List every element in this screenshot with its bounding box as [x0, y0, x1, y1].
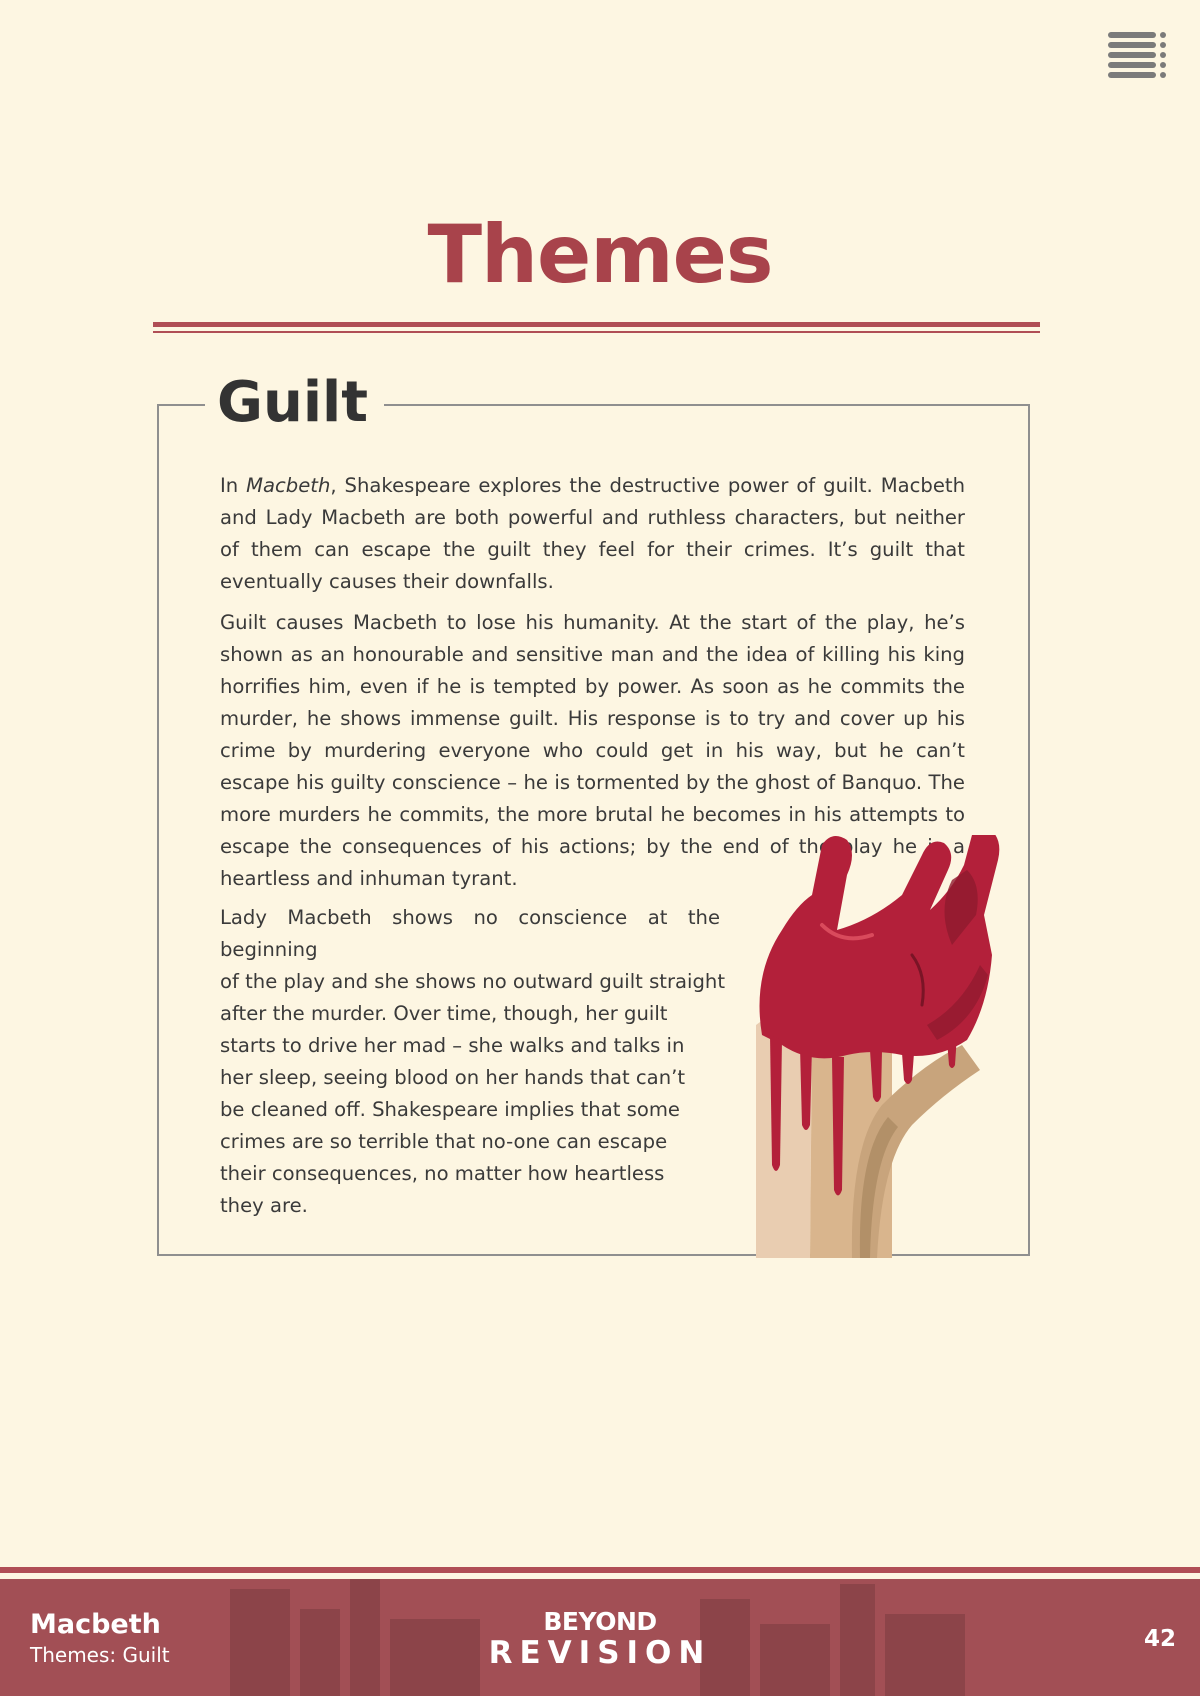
bloody-hand-illustration	[752, 835, 1067, 1258]
paragraph-line: they are.	[220, 1194, 308, 1217]
title-divider	[153, 322, 1040, 327]
title-divider-thin	[153, 331, 1040, 333]
menu-icon[interactable]	[1108, 32, 1168, 80]
paragraph-intro-text: , Shakespeare explores the destructive power of guilt. Macbeth and Lady Macbeth are both powerful and ruthless characters, but neither of them can escape the guilt they feel for their crimes. It’s guilt that eventually causes their downfalls.	[220, 474, 965, 593]
paragraph-intro	[220, 470, 965, 598]
paragraph-line: her sleep, seeing blood on her hands that can’t	[220, 1066, 686, 1089]
page-number: 42	[1143, 1626, 1176, 1652]
paragraph-lady-macbeth	[220, 902, 726, 1222]
paragraph-line: crimes are so terrible that no-one can escape	[220, 1130, 668, 1153]
section-heading: Guilt	[205, 368, 384, 438]
paragraph-line: starts to drive her mad – she walks and talks in	[220, 1034, 685, 1057]
paragraph-line: be cleaned off. Shakespeare implies that some	[220, 1098, 680, 1121]
brand-logo-top: BEYOND	[543, 1607, 657, 1636]
paragraph-macbeth: Guilt causes Macbeth to lose his humanity. At the start of the play, he’s shown as an honourable and sensitive man and the idea of killing his king horrifies him, even if he is tempted by power. As soon as he commits the murder, he shows immense guilt. His response is to try and cover up his crime by murdering everyone who could get in his way, but he can’t escape his guilty conscience – he is tormented by the ghost of Banquo. The more murders he commits, the more brutal he becomes in his attempts to escape the consequences of his actions; by the end of the play he is a heartless and inhuman tyrant.	[220, 611, 965, 890]
paragraph-line: of the play and she shows no outward guilt straight	[220, 970, 726, 993]
paragraph-line: Lady Macbeth shows no conscience at the beginning	[220, 906, 720, 961]
paragraph-line: after the murder. Over time, though, her guilt	[220, 1002, 668, 1025]
paragraph-intro-prefix: In	[220, 474, 247, 497]
footer-section-title: Themes: Guilt	[30, 1643, 170, 1667]
footer-book-title: Macbeth	[30, 1609, 161, 1640]
footer-divider	[0, 1567, 1200, 1573]
footer	[0, 1579, 1200, 1696]
play-title: Macbeth	[246, 474, 331, 497]
brand-logo-bottom: REVISION	[488, 1635, 712, 1671]
page-title: Themes	[427, 208, 773, 301]
paragraph-line: their consequences, no matter how heartless	[220, 1162, 665, 1185]
